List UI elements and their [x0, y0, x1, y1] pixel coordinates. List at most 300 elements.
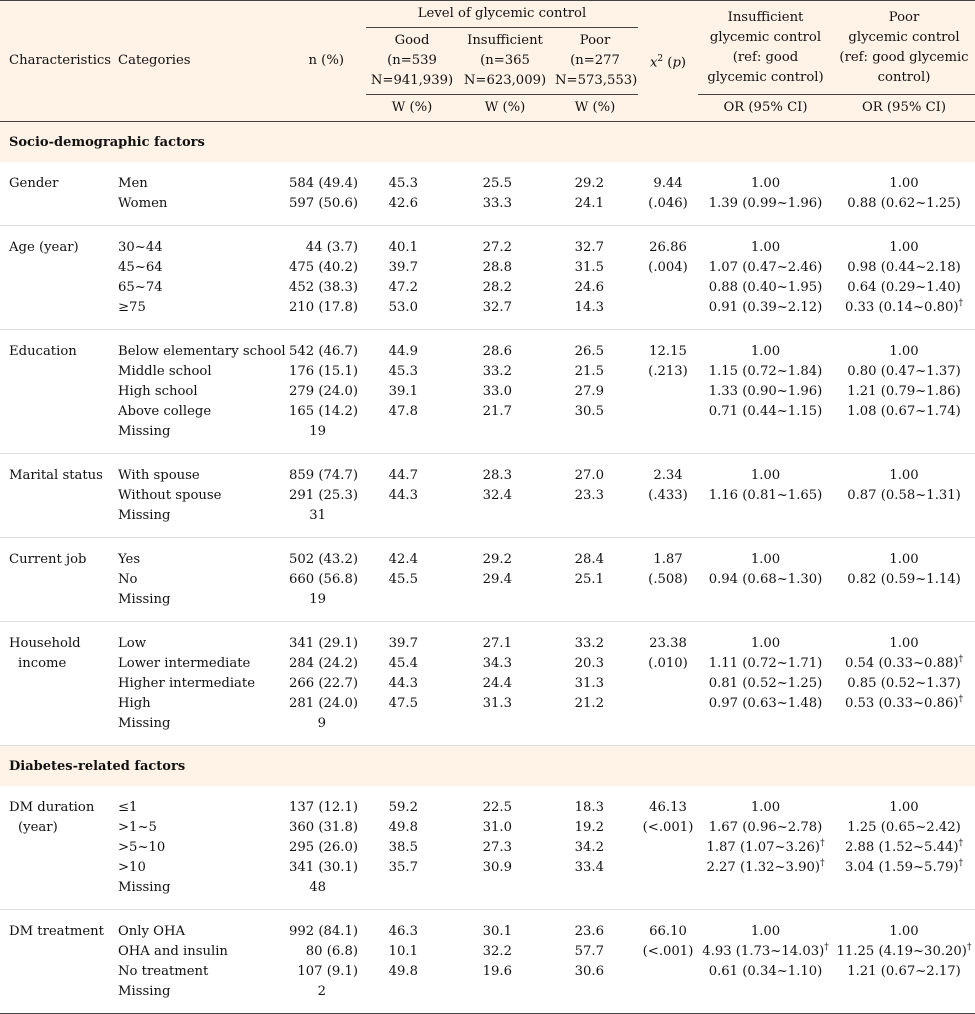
category-label: Middle school: [118, 364, 212, 379]
characteristic-name: [0, 506, 112, 538]
category-label: Men: [118, 176, 148, 191]
w-poor-value: 23.3: [574, 488, 604, 503]
dagger-mark: †: [824, 942, 829, 953]
w-insufficient-value: 31.3: [482, 696, 512, 711]
w-poor-value: 34.2: [574, 840, 604, 855]
w-poor-value: 32.7: [574, 240, 604, 255]
dagger-mark: †: [958, 838, 964, 849]
or-poor-value: 0.64 (0.29~1.40): [847, 280, 961, 295]
header-poor: Poor (n=277 N=573,553): [552, 28, 638, 95]
or-poor-value: 2.88 (1.52~5.44)†: [844, 838, 964, 855]
chi-square-value: 12.15: [649, 344, 687, 359]
w-poor-value: 19.2: [574, 820, 604, 835]
w-insufficient-value: [458, 982, 552, 1014]
w-insufficient-value: [458, 714, 552, 746]
or-insufficient-value: 1.00: [750, 552, 781, 567]
n-pct-value: 137 (12.1): [289, 800, 359, 815]
header-w-poor: W (%): [574, 100, 616, 115]
chi-square-value: [638, 382, 698, 402]
w-good-value: 39.1: [388, 384, 418, 399]
w-insufficient-value: 21.7: [482, 404, 512, 419]
header-insufficient: Insufficient (n=365 N=623,009): [458, 28, 552, 95]
or-poor-value: [833, 714, 975, 746]
characteristic-name: [0, 422, 112, 454]
n-pct-value: 502 (43.2): [289, 552, 359, 567]
w-insufficient-value: 33.0: [482, 384, 512, 399]
or-insufficient-value: 4.93 (1.73~14.03)†: [702, 942, 829, 959]
or-poor-value: 1.00: [889, 240, 919, 255]
chi-square-value: [638, 838, 698, 858]
category-label: Higher intermediate: [118, 676, 256, 691]
category-label: Missing: [112, 982, 286, 1014]
w-good-value: 47.5: [388, 696, 418, 711]
or-poor-value: 0.87 (0.58~1.31): [847, 488, 961, 503]
w-poor-value: 27.0: [574, 468, 604, 483]
header-level: Level of glycemic control: [366, 1, 638, 28]
chi-square-value: [638, 982, 698, 1014]
or-insufficient-value: 1.00: [750, 924, 781, 939]
characteristic-name: [0, 694, 112, 714]
dagger-mark: †: [820, 838, 825, 849]
w-poor-value: [552, 714, 638, 746]
characteristic-name: [0, 258, 112, 278]
w-poor-value: [552, 878, 638, 910]
w-poor-value: 14.3: [552, 298, 638, 330]
characteristic-name: Education: [9, 344, 77, 359]
header-w-insufficient: W (%): [484, 100, 526, 115]
table-row: [0, 694, 975, 714]
n-pct-value: 165 (14.2): [289, 404, 359, 419]
category-label: OHA and insulin: [118, 944, 228, 959]
w-good-value: 59.2: [388, 800, 418, 815]
chi-square-value: (.213): [648, 364, 688, 379]
w-insufficient-value: 27.2: [482, 240, 512, 255]
or-poor-value: 1.00: [889, 344, 919, 359]
chi-square-value: [638, 590, 698, 622]
characteristic-name: DM treatment: [9, 924, 104, 939]
or-insufficient-value: [698, 982, 833, 1014]
w-good-value: 45.3: [388, 364, 418, 379]
or-insufficient-value: 1.15 (0.72~1.84): [708, 364, 823, 379]
or-insufficient-value: 2.27 (1.32~3.90)†: [706, 858, 825, 875]
table-row: [0, 402, 975, 422]
w-poor-value: 26.5: [574, 344, 604, 359]
table-row: [0, 382, 975, 402]
w-good-value: 49.8: [388, 964, 418, 979]
w-good-value: 49.8: [388, 820, 418, 835]
w-insufficient-value: 19.6: [482, 964, 512, 979]
category-label: >10: [118, 860, 146, 875]
category-label: High school: [118, 384, 198, 399]
or-insufficient-value: 0.91 (0.39~2.12): [698, 298, 833, 330]
w-insufficient-value: 30.9: [482, 860, 512, 875]
w-insufficient-value: 28.8: [482, 260, 512, 275]
table-row: [0, 486, 975, 506]
category-label: Missing: [112, 422, 286, 454]
header-characteristics: Characteristics: [9, 53, 112, 68]
chi-square-value: [638, 298, 698, 330]
w-poor-value: 18.3: [574, 800, 604, 815]
category-label: High: [118, 696, 151, 711]
characteristic-name: [0, 402, 112, 422]
category-label: Women: [112, 194, 286, 226]
w-insufficient-value: 33.2: [482, 364, 512, 379]
or-poor-value: 0.88 (0.62~1.25): [833, 194, 975, 226]
section-row: [0, 122, 975, 163]
or-insufficient-value: 1.87 (1.07~3.26)†: [706, 838, 825, 855]
chi-square-value: [638, 674, 698, 694]
w-insufficient-value: 29.4: [482, 572, 512, 587]
n-pct-value: 992 (84.1): [289, 924, 359, 939]
w-poor-value: 24.1: [552, 194, 638, 226]
characteristic-name: [0, 194, 112, 226]
w-good-value: 10.1: [388, 944, 418, 959]
n-pct-value: 859 (74.7): [289, 468, 359, 483]
n-pct-value: 19: [286, 590, 366, 622]
category-label: 65~74: [118, 280, 163, 295]
w-poor-value: 31.5: [574, 260, 604, 275]
chi-square-value: (.010): [648, 656, 688, 671]
table-row: [0, 194, 975, 226]
or-poor-value: [833, 878, 975, 910]
w-insufficient-value: 24.4: [482, 676, 512, 691]
category-label: 30~44: [118, 240, 163, 255]
w-insufficient-value: [458, 590, 552, 622]
or-insufficient-value: [698, 422, 833, 454]
or-poor-value: [833, 590, 975, 622]
table-row: [0, 590, 975, 622]
category-label: Missing: [112, 714, 286, 746]
or-poor-value: 1.21 (0.67~2.17): [847, 964, 961, 979]
table-row: [0, 622, 975, 655]
w-good-value: [366, 422, 458, 454]
w-poor-value: 24.6: [574, 280, 604, 295]
w-insufficient-value: [458, 422, 552, 454]
header-good: Good (n=539 N=941,939): [366, 28, 458, 95]
w-insufficient-value: 32.7: [458, 298, 552, 330]
table-row: [0, 674, 975, 694]
n-pct-value: 360 (31.8): [289, 820, 359, 835]
n-pct-value: 80 (6.8): [305, 944, 358, 959]
n-pct-value: 295 (26.0): [289, 840, 359, 855]
characteristic-name: Marital status: [9, 468, 103, 483]
or-insufficient-value: 1.67 (0.96~2.78): [708, 820, 823, 835]
n-pct-value: 176 (15.1): [289, 364, 359, 379]
table-row: [0, 962, 975, 982]
category-label: ≥75: [112, 298, 286, 330]
w-poor-value: 25.1: [574, 572, 604, 587]
table-row: [0, 570, 975, 590]
w-poor-value: 30.5: [574, 404, 604, 419]
w-good-value: [366, 506, 458, 538]
or-insufficient-value: 1.16 (0.81~1.65): [708, 488, 823, 503]
n-pct-value: 48: [286, 878, 366, 910]
w-insufficient-value: 28.2: [482, 280, 512, 295]
n-pct-value: 281 (24.0): [289, 696, 359, 711]
characteristic-name: [0, 570, 112, 590]
w-poor-value: [552, 422, 638, 454]
w-good-value: [366, 714, 458, 746]
or-poor-value: 0.33 (0.14~0.80)†: [833, 298, 975, 330]
table-row: [0, 942, 975, 962]
or-insufficient-value: 1.39 (0.99~1.96): [698, 194, 833, 226]
w-good-value: 45.3: [388, 176, 418, 191]
n-pct-value: 291 (25.3): [289, 488, 359, 503]
table-row: [0, 654, 975, 674]
w-insufficient-value: 30.1: [482, 924, 512, 939]
or-insufficient-value: 0.97 (0.63~1.48): [708, 696, 823, 711]
w-good-value: 53.0: [366, 298, 458, 330]
category-label: Missing: [112, 590, 286, 622]
header-or-ci-insufficient: OR (95% CI): [723, 100, 808, 115]
or-insufficient-value: 1.00: [750, 468, 781, 483]
chi-square-value: (.433): [648, 488, 688, 503]
chi-square-value: (<.001): [642, 944, 694, 959]
w-insufficient-value: 27.1: [482, 636, 512, 651]
w-good-value: 47.2: [388, 280, 418, 295]
characteristic-name: DM duration: [9, 800, 95, 815]
w-good-value: 42.4: [388, 552, 418, 567]
table-row: [0, 538, 975, 571]
or-insufficient-value: 1.00: [750, 344, 781, 359]
table-row: [0, 714, 975, 746]
w-poor-value: [552, 506, 638, 538]
header-or-insufficient: Insufficient glycemic control (ref: good glycemic control): [698, 1, 833, 95]
header-categories: Categories: [118, 53, 191, 68]
or-poor-value: 0.53 (0.33~0.86)†: [844, 694, 964, 711]
characteristic-name: [0, 838, 112, 858]
w-insufficient-value: 25.5: [482, 176, 512, 191]
w-insufficient-value: 28.6: [482, 344, 512, 359]
table-row: [0, 330, 975, 363]
w-poor-value: 31.3: [574, 676, 604, 691]
w-good-value: 44.7: [388, 468, 418, 483]
or-poor-value: 1.25 (0.65~2.42): [847, 820, 961, 835]
characteristic-name: [0, 590, 112, 622]
or-poor-value: 1.00: [889, 176, 919, 191]
chi-square-value: [638, 714, 698, 746]
category-label: No treatment: [118, 964, 209, 979]
characteristic-name: Age (year): [9, 240, 79, 255]
w-insufficient-value: 32.2: [482, 944, 512, 959]
category-label: Without spouse: [118, 488, 222, 503]
header-n-pct: n (%): [308, 53, 344, 68]
w-insufficient-value: 34.3: [482, 656, 512, 671]
or-insufficient-value: [698, 878, 833, 910]
or-poor-value: 1.00: [889, 636, 919, 651]
characteristic-name: Household: [9, 636, 81, 651]
w-good-value: 45.5: [388, 572, 418, 587]
characteristic-name: (year): [18, 820, 58, 835]
w-good-value: 40.1: [388, 240, 418, 255]
w-poor-value: 29.2: [574, 176, 604, 191]
or-poor-value: 0.85 (0.52~1.37): [847, 676, 961, 691]
or-insufficient-value: 0.61 (0.34~1.10): [708, 964, 823, 979]
chi-square-value: [638, 858, 698, 878]
n-pct-value: 597 (50.6): [286, 194, 366, 226]
n-pct-value: 279 (24.0): [289, 384, 359, 399]
w-insufficient-value: [458, 506, 552, 538]
characteristic-name: Current job: [9, 552, 87, 567]
or-insufficient-value: 1.11 (0.72~1.71): [708, 656, 823, 671]
or-poor-value: 0.82 (0.59~1.14): [847, 572, 961, 587]
w-poor-value: [552, 590, 638, 622]
dagger-mark: †: [820, 858, 825, 869]
category-label: Above college: [118, 404, 212, 419]
w-insufficient-value: 33.3: [458, 194, 552, 226]
dagger-mark: †: [958, 298, 964, 309]
table-row: [0, 786, 975, 818]
or-poor-value: 11.25 (4.19~30.20)†: [836, 942, 972, 959]
dagger-mark: †: [958, 858, 964, 869]
characteristic-name: income: [18, 656, 67, 671]
table-row: [0, 858, 975, 878]
n-pct-value: 31: [286, 506, 366, 538]
w-poor-value: [552, 982, 638, 1014]
or-poor-value: [833, 422, 975, 454]
or-insufficient-value: [698, 590, 833, 622]
category-label: Low: [118, 636, 146, 651]
category-label: Lower intermediate: [118, 656, 251, 671]
or-insufficient-value: 1.00: [750, 176, 781, 191]
or-insufficient-value: 0.71 (0.44~1.15): [708, 404, 823, 419]
table-row: [0, 278, 975, 298]
w-good-value: 38.5: [388, 840, 418, 855]
or-poor-value: 3.04 (1.59~5.79)†: [844, 858, 964, 875]
section-title: Diabetes-related factors: [0, 746, 975, 787]
table-row: [0, 910, 975, 943]
or-poor-value: 1.21 (0.79~1.86): [847, 384, 961, 399]
w-poor-value: 27.9: [574, 384, 604, 399]
table-row: [0, 818, 975, 838]
w-good-value: [366, 878, 458, 910]
characteristic-name: [0, 878, 112, 910]
category-label: ≤1: [118, 800, 138, 815]
w-insufficient-value: 22.5: [482, 800, 512, 815]
chi-square-value: (<.001): [642, 820, 694, 835]
w-good-value: 47.8: [388, 404, 418, 419]
or-poor-value: 0.98 (0.44~2.18): [847, 260, 961, 275]
category-label: 45~64: [118, 260, 163, 275]
n-pct-value: 19: [286, 422, 366, 454]
w-good-value: 39.7: [388, 636, 418, 651]
chi-square-value: [638, 402, 698, 422]
or-poor-value: 1.00: [889, 552, 919, 567]
chi-square-value: 46.13: [649, 800, 687, 815]
w-poor-value: 21.2: [574, 696, 604, 711]
or-insufficient-value: 1.00: [750, 800, 781, 815]
n-pct-value: 452 (38.3): [289, 280, 359, 295]
category-label: >1~5: [118, 820, 157, 835]
table-row: [0, 298, 975, 330]
characteristic-name: [0, 674, 112, 694]
n-pct-value: 660 (56.8): [289, 572, 359, 587]
table-body: [0, 122, 975, 1014]
table-row: [0, 258, 975, 278]
characteristic-name: [0, 278, 112, 298]
or-poor-value: 0.80 (0.47~1.37): [847, 364, 961, 379]
category-label: Only OHA: [118, 924, 185, 939]
w-insufficient-value: 29.2: [482, 552, 512, 567]
n-pct-value: 9: [286, 714, 366, 746]
characteristic-name: [0, 298, 112, 330]
or-poor-value: 1.00: [889, 800, 919, 815]
table-row: [0, 982, 975, 1014]
table-row: [0, 878, 975, 910]
w-poor-value: 23.6: [574, 924, 604, 939]
dagger-mark: †: [966, 942, 972, 953]
w-poor-value: 30.6: [574, 964, 604, 979]
category-label: With spouse: [118, 468, 200, 483]
w-good-value: 44.9: [388, 344, 418, 359]
characteristic-name: [0, 714, 112, 746]
n-pct-value: 44 (3.7): [305, 240, 358, 255]
or-insufficient-value: 1.33 (0.90~1.96): [708, 384, 823, 399]
w-poor-value: 20.3: [574, 656, 604, 671]
table-row: [0, 454, 975, 487]
table-row: [0, 838, 975, 858]
characteristic-name: [0, 982, 112, 1014]
or-insufficient-value: [698, 506, 833, 538]
w-insufficient-value: 28.3: [482, 468, 512, 483]
w-poor-value: 28.4: [574, 552, 604, 567]
category-label: Missing: [112, 878, 286, 910]
n-pct-value: 284 (24.2): [289, 656, 359, 671]
chi-square-value: 2.34: [653, 468, 683, 483]
chi-square-value: 9.44: [653, 176, 683, 191]
category-label: >5~10: [118, 840, 166, 855]
characteristic-name: [0, 362, 112, 382]
table-row: [0, 422, 975, 454]
w-poor-value: 33.2: [574, 636, 604, 651]
w-good-value: 45.4: [388, 656, 418, 671]
characteristic-name: [0, 942, 112, 962]
or-poor-value: 1.00: [889, 468, 919, 483]
category-label: Missing: [112, 506, 286, 538]
or-poor-value: [833, 982, 975, 1014]
chi-square-value: [638, 278, 698, 298]
table-row: [0, 162, 975, 194]
w-good-value: 42.6: [366, 194, 458, 226]
w-good-value: [366, 590, 458, 622]
or-insufficient-value: 1.00: [750, 240, 781, 255]
category-label: No: [118, 572, 138, 587]
table-row: [0, 506, 975, 538]
chi-square-value: (.046): [638, 194, 698, 226]
characteristic-name: Gender: [9, 176, 59, 191]
chi-square-value: 23.38: [649, 636, 687, 651]
chi-square-value: [638, 506, 698, 538]
or-insufficient-value: 0.94 (0.68~1.30): [708, 572, 823, 587]
w-insufficient-value: 32.4: [482, 488, 512, 503]
header-chi: $x^2$ (p): [649, 53, 687, 71]
table-row: [0, 226, 975, 259]
or-insufficient-value: 0.88 (0.40~1.95): [708, 280, 823, 295]
dagger-mark: †: [958, 654, 964, 665]
w-good-value: 44.3: [388, 676, 418, 691]
chi-square-value: [638, 962, 698, 982]
w-poor-value: 33.4: [574, 860, 604, 875]
w-good-value: 39.7: [388, 260, 418, 275]
w-poor-value: 21.5: [574, 364, 604, 379]
chi-square-value: [638, 694, 698, 714]
n-pct-value: 266 (22.7): [289, 676, 359, 691]
w-insufficient-value: [458, 878, 552, 910]
header-w-good: W (%): [391, 100, 433, 115]
chi-square-value: (.004): [648, 260, 688, 275]
n-pct-value: 475 (40.2): [289, 260, 359, 275]
w-good-value: [366, 982, 458, 1014]
